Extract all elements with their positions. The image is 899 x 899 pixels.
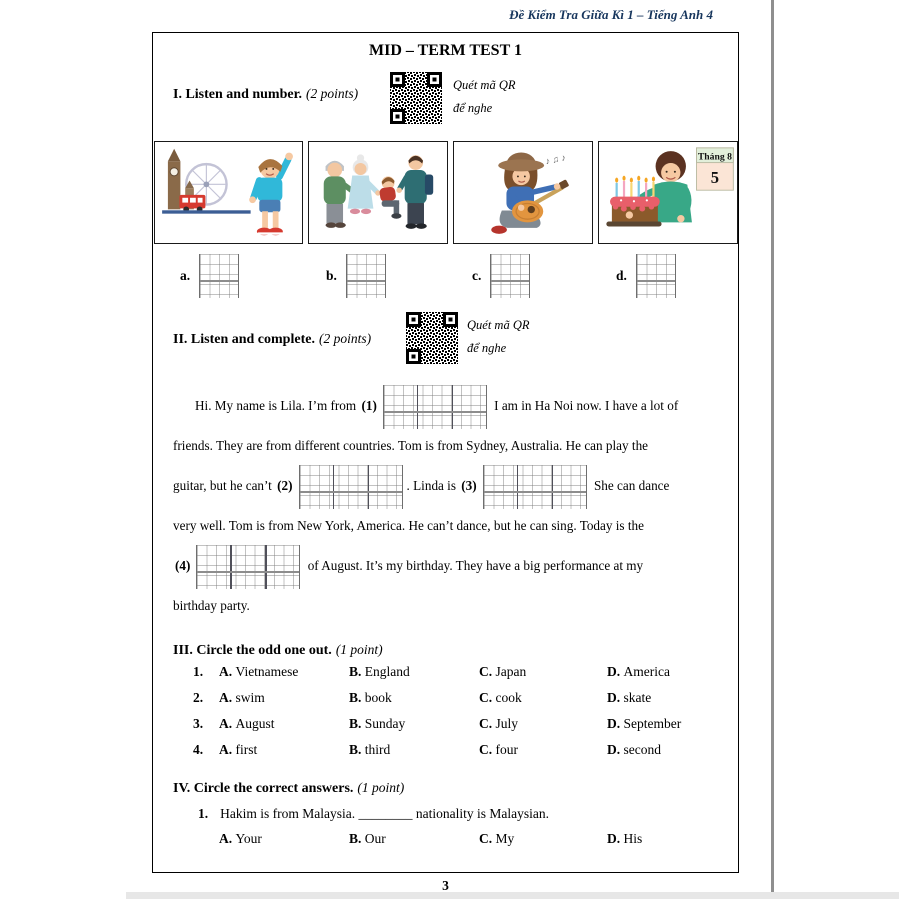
option-A: A. August	[219, 716, 275, 731]
section1-points: (2 points)	[306, 86, 359, 101]
section3-heading-text: III. Circle the odd one out.	[173, 643, 332, 658]
blank-number: (2)	[277, 478, 293, 493]
writing-grid	[199, 254, 239, 298]
option-row	[173, 737, 730, 763]
london-boy-illustration	[155, 142, 302, 243]
option-D: D. America	[607, 664, 670, 679]
question-1-number: 1.	[198, 806, 209, 821]
picture-row	[154, 141, 738, 244]
option-C: C. My	[479, 831, 515, 846]
calendar-day-number: 5	[710, 167, 720, 187]
answer-label: c.	[472, 268, 482, 283]
option-row	[173, 659, 730, 685]
writing-grid	[490, 254, 530, 298]
section2-points: (2 points)	[318, 331, 372, 346]
question-number: 4.	[193, 742, 204, 757]
picture-b-family	[308, 141, 448, 244]
answer-unit	[472, 254, 530, 298]
question-1-text-after: nationality is Malaysian.	[415, 806, 549, 821]
option-B: B. Our	[349, 831, 386, 846]
option-row	[173, 685, 730, 711]
qr-code-icon	[405, 311, 459, 365]
question-1-options	[173, 826, 730, 852]
paragraph-line	[173, 511, 724, 541]
picture-d-birthday-boy	[598, 141, 738, 244]
blank-number: (3)	[461, 478, 477, 493]
option-A: A. Your	[219, 831, 262, 846]
test-title: MID – TERM TEST 1	[369, 42, 522, 59]
option-A: A. swim	[219, 690, 265, 705]
answer-unit	[180, 254, 239, 298]
paragraph-text: of August. It’s my birthday. They have a big performance at my	[304, 558, 644, 573]
document-header: Đề Kiểm Tra Giữa Kì 1 – Tiếng Anh 4	[509, 7, 713, 22]
test-sheet-border	[152, 32, 739, 873]
option-B: B. book	[349, 690, 392, 705]
qr-caption-line1: Quét mã QR	[453, 78, 516, 92]
question-number: 2.	[193, 690, 204, 705]
paragraph-text: I am in Ha Noi now. I have a lot of	[490, 398, 679, 413]
option-C: C. Japan	[479, 664, 527, 679]
section3-points: (1 point)	[335, 642, 383, 657]
qr-caption-line1: Quét mã QR	[467, 318, 530, 332]
paragraph-text: friends. They are from different countries. Tom is from Sydney, Australia. He can play the	[173, 438, 649, 453]
paragraph-text: birthday party.	[173, 598, 250, 613]
paragraph-line	[173, 431, 724, 461]
writing-grid-blank	[383, 385, 487, 429]
birthday-boy-illustration	[599, 142, 737, 243]
paragraph-line	[173, 541, 724, 591]
calendar-month-label: Tháng 8	[697, 151, 732, 163]
answer-label: a.	[180, 268, 191, 283]
paragraph-line	[173, 591, 724, 621]
option-B: B. third	[349, 742, 391, 757]
option-C: C. July	[479, 716, 519, 731]
section4-points: (1 point)	[357, 780, 405, 795]
answer-unit	[616, 254, 676, 298]
section2-heading	[173, 330, 371, 348]
paragraph-line	[173, 381, 724, 431]
answer-label: b.	[326, 268, 337, 283]
section2-heading-text: II. Listen and complete.	[173, 332, 315, 347]
paragraph-text: Hi. My name is Lila. I’m from	[195, 398, 360, 413]
family-illustration	[309, 142, 447, 243]
answer-unit	[326, 254, 386, 298]
writing-grid	[346, 254, 386, 298]
option-D: D. second	[607, 742, 661, 757]
guitar-girl-illustration	[454, 142, 592, 243]
section4-heading	[173, 779, 404, 797]
odd-one-out-rows	[173, 659, 730, 763]
question-number: 3.	[193, 716, 204, 731]
option-A: A. first	[219, 742, 258, 757]
section3-heading	[173, 641, 383, 659]
qr-caption	[453, 74, 516, 120]
birthday-cake	[606, 176, 661, 227]
writing-grid-blank	[299, 465, 403, 509]
section1-heading	[173, 85, 358, 103]
option-B: B. Sunday	[349, 716, 406, 731]
option-row	[173, 711, 730, 737]
qr-caption-line2: để nghe	[467, 341, 507, 355]
answer-boxes-row	[153, 254, 738, 302]
page-edge-line	[771, 0, 774, 893]
question-1-text-before: Hakim is from Malaysia.	[220, 806, 356, 821]
option-row	[173, 826, 730, 852]
picture-a-london-boy	[154, 141, 303, 244]
option-D: D. September	[607, 716, 682, 731]
paragraph-text: very well. Tom is from New York, America. He can’t dance, but he can sing. Today is the	[173, 518, 644, 533]
paragraph-line	[173, 461, 724, 511]
blank-number: (4)	[175, 558, 191, 573]
paragraph-text: She can dance	[590, 478, 670, 493]
qr-caption	[467, 314, 530, 360]
paragraph-text: . Linda is	[406, 478, 460, 493]
writing-grid-blank	[196, 545, 300, 589]
option-A: A. Vietnamese	[219, 664, 299, 679]
question-1-blank: ________	[358, 806, 413, 821]
option-D: D. His	[607, 831, 643, 846]
page-number: 3	[442, 878, 449, 893]
section4-heading-text: IV. Circle the correct answers.	[173, 781, 354, 796]
writing-grid	[636, 254, 676, 298]
question-1	[198, 806, 549, 822]
answer-label: d.	[616, 268, 627, 283]
section1-heading-text: I. Listen and number.	[173, 87, 303, 102]
option-B: B. England	[349, 664, 410, 679]
listening-paragraph	[173, 381, 724, 621]
music-notes-icon: ♪ ♫ ♪	[544, 152, 567, 167]
picture-c-guitar-girl	[453, 141, 593, 244]
qr-code-icon	[389, 71, 443, 125]
paragraph-text: guitar, but he can’t	[173, 478, 276, 493]
qr-caption-line2: để nghe	[453, 101, 493, 115]
option-C: C. four	[479, 742, 518, 757]
blank-number: (1)	[361, 398, 377, 413]
writing-grid-blank	[483, 465, 587, 509]
option-C: C. cook	[479, 690, 522, 705]
question-number: 1.	[193, 664, 204, 679]
option-D: D. skate	[607, 690, 652, 705]
